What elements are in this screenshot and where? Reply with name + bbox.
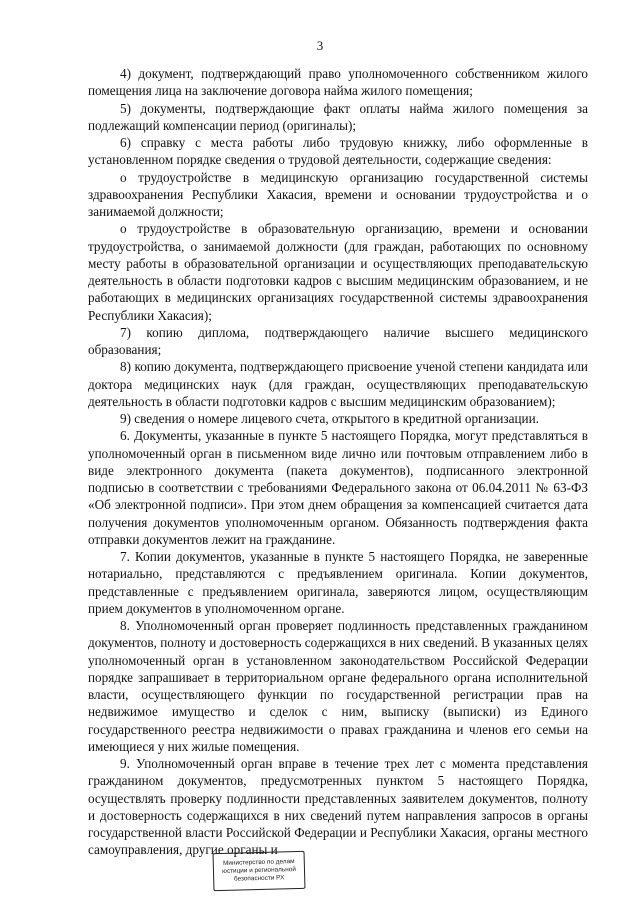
document-body xyxy=(88,65,588,859)
paragraph-item-6: 6) справку с места работы либо трудовую книжку, либо оформленные в установленном порядке сведения о трудовой деятельности, содержащие сведения: xyxy=(88,135,588,168)
ministry-stamp xyxy=(213,851,306,891)
paragraph-clause-9: 9. Уполномоченный орган вправе в течение трех лет с момента представления гражданином документов, предусмотренных пунктом 5 настоящего Порядка, осуществлять проверку подлинности представленных заявителем документов, полноту и достоверность содержащихся в них сведений путем направления запросов в органы государственной власти Российской Федерации и Республики Хакасия, органы местного самоуправления, другие органы и xyxy=(88,756,588,858)
stamp-line-3: безопасности РХ xyxy=(233,874,285,883)
paragraph-clause-6: 6. Документы, указанные в пункте 5 настоящего Порядка, могут представляться в уполномоченный орган в письменном виде лично или почтовым отправлением либо в виде электронного документа (пакета документов), подписанного электронной подписью в соответствии с требованиями Федерального закона от 06.04.2011 № 63-ФЗ «Об электронной подписи». При этом днем обращения за компенсацией считается дата получения документов уполномоченным органом. Обязанность подтверждения факта отправки документов лежит на гражданине. xyxy=(88,428,588,547)
paragraph-item-7: 7) копию диплома, подтверждающего наличие высшего медицинского образования; xyxy=(88,324,588,357)
paragraph-item-9: 9) сведения о номере лицевого счета, открытого в кредитной организации. xyxy=(120,411,539,426)
paragraph-clause-7: 7. Копии документов, указанные в пункте 5 настоящего Порядка, не заверенные нотариально, представляются с предъявлением оригинала. Копии документов, представленные с предъявлением оригинала, заверяются лицом, осуществляющим прием документов в уполномоченном органе. xyxy=(88,549,588,616)
paragraph-item-4: 4) документ, подтверждающий право уполномоченного собственником жилого помещения лица на заключение договора найма жилого помещения; xyxy=(88,66,588,99)
paragraph-item-6-sub-education: о трудоустройстве в образовательную организацию, времени и основании трудоустройства, о занимаемой должности (для граждан, работающих по основному месту работы в образовательной организации и осуществляющих преподавательскую деятельность в области подготовки кадров с высшим медицинским образованием, и не работающих в медицинских организациях государственной системы здравоохранения Республики Хакасия); xyxy=(88,221,588,323)
paragraph-item-6-sub-medical: о трудоустройстве в медицинскую организацию государственной системы здравоохранения Республики Хакасия, времени и основании трудоустройства и о занимаемой должности; xyxy=(88,169,588,219)
page-number: 3 xyxy=(316,38,324,53)
paragraph-clause-8: 8. Уполномоченный орган проверяет подлинность представленных гражданином документов, полноту и достоверность содержащихся в них сведений. В указанных целях уполномоченный орган в установленном законодательством Российской Федерации порядке запрашивает в территориальном органе федерального органа исполнительной власти, осуществляющего функции по государственной регистрации прав на недвижимое имущество и сделок с ним, выписку (выписки) из Единого государственного реестра недвижимости о правах гражданина и членов его семьи на имеющиеся у них жилые помещения. xyxy=(88,618,588,754)
paragraph-item-8: 8) копию документа, подтверждающего присвоение ученой степени кандидата или доктора медицинских наук (для граждан, осуществляющих преподавательскую деятельность в области подготовки кадров с высшим медицинским образованием); xyxy=(88,359,588,409)
paragraph-item-5: 5) документы, подтверждающие факт оплаты найма жилого помещения за подлежащий компенсации период (оригиналы); xyxy=(88,100,588,133)
stamp-line-1: Министерство по делам xyxy=(222,858,295,867)
stamp-line-2: юстиции и региональной xyxy=(222,866,296,875)
